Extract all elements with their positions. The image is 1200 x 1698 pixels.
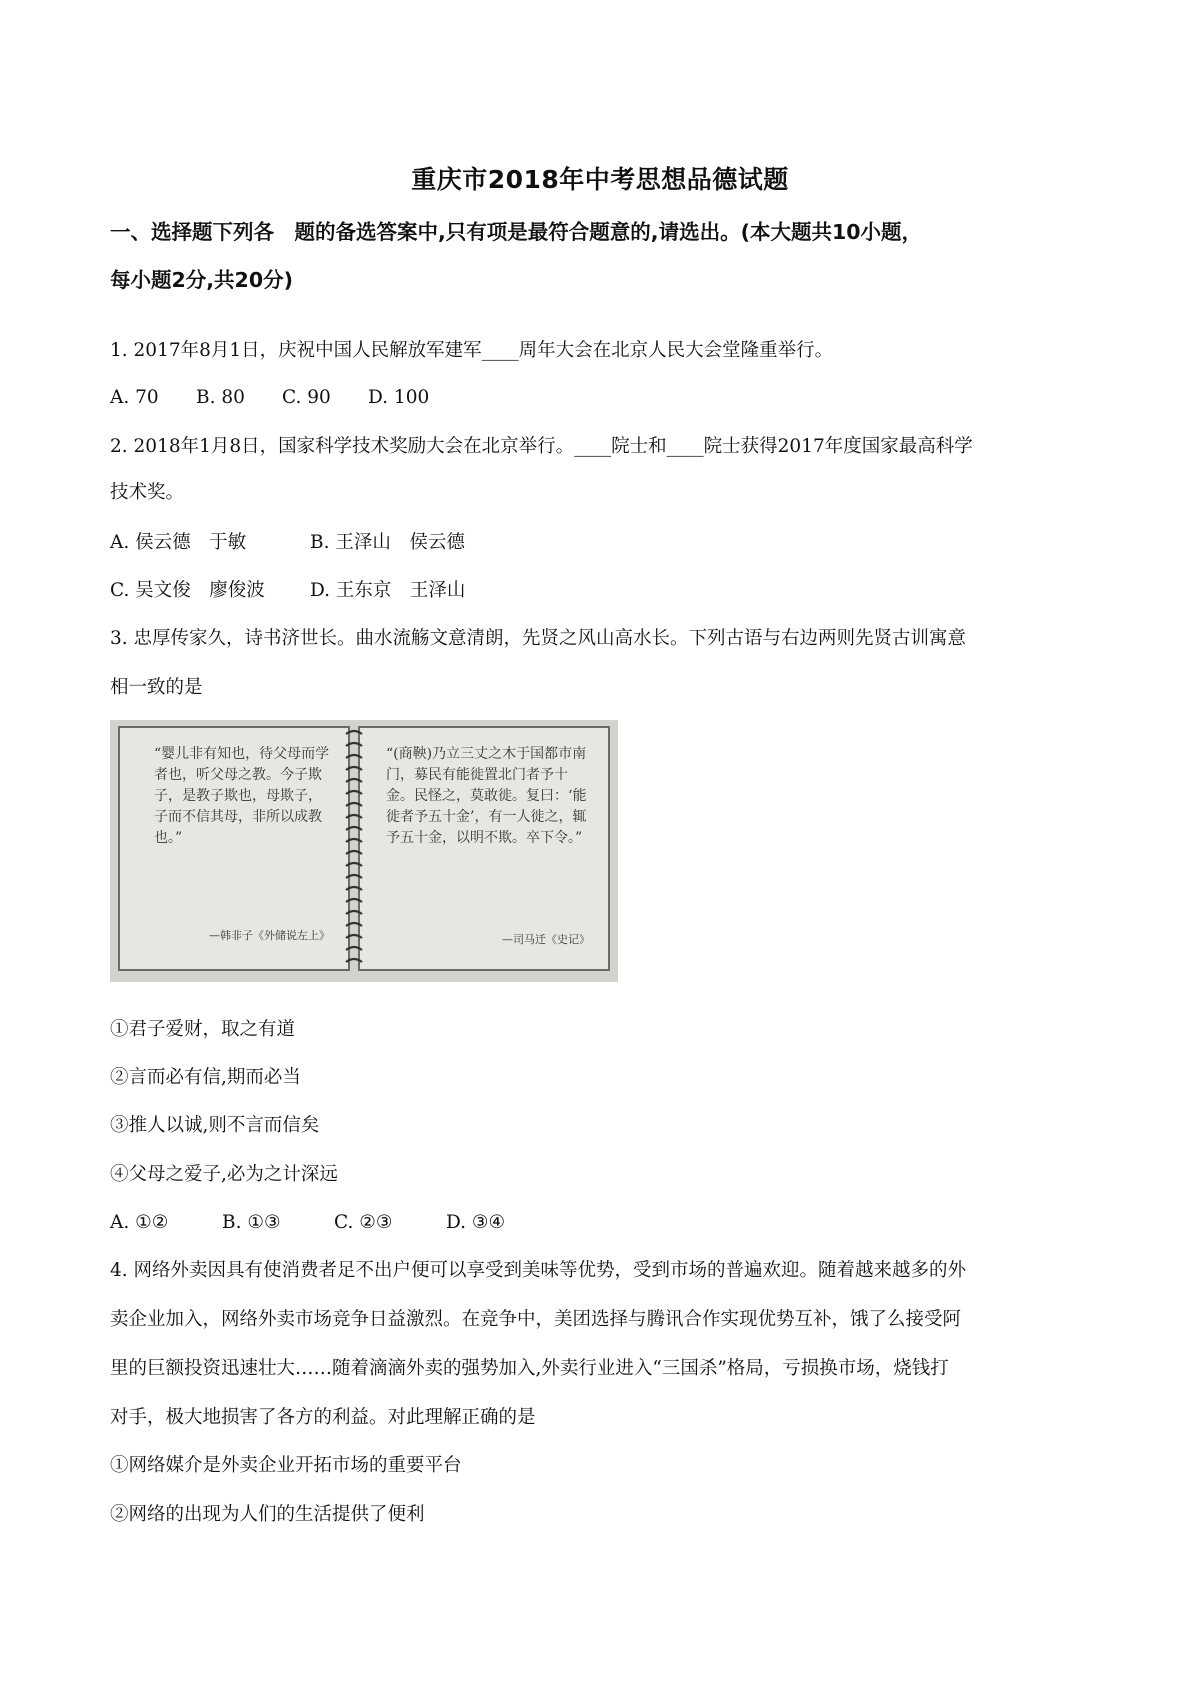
section-heading-line2: 每小题2分,共20分) [110, 268, 293, 292]
q2-options-row2 [110, 578, 465, 604]
notebook-spiral-binding [342, 722, 366, 982]
q2-stem-line2: 技术奖。 [110, 482, 185, 503]
q3-option-d[interactable]: D. ③④ [446, 1212, 506, 1233]
q3-stem-line1: 3. 忠厚传家久，诗书济世长。曲水流觞文意清朗，先贤之风山高水长。下列古语与右边两则先贤古训寓意 [110, 628, 967, 649]
q3-options [110, 1210, 505, 1236]
q2-option-c[interactable]: C. 吴文俊 廖俊波 [110, 580, 265, 601]
q3-item-1: ①君子爱财，取之有道 [110, 1019, 296, 1040]
section-heading-line1: 一、选择题下列各 题的备选答案中,只有项是最符合题意的,请选出。(本大题共10小题， [110, 220, 922, 244]
q2-options-row1 [110, 530, 465, 556]
q4-stem-line2: 卖企业加入，网络外卖市场竞争日益激烈。在竞争中，美团选择与腾讯合作实现优势互补，饿了么接受阿 [110, 1309, 962, 1330]
notebook-right-page [358, 726, 610, 971]
q2-option-d[interactable]: D. 王东京 王泽山 [310, 580, 466, 601]
q1-options [110, 385, 429, 411]
q2-stem-line1: 2. 2018年1月8日，国家科学技术奖励大会在北京举行。____院士和____院士获得2017年度国家最高科学 [110, 436, 973, 457]
q4-stem-line3: 里的巨额投资迅速壮大……随着滴滴外卖的强势加入,外卖行业进入“三国杀”格局，亏损换市场，烧钱打 [110, 1358, 949, 1379]
right-source: —司马迁《史记》 [502, 933, 590, 946]
section-heading [110, 208, 1100, 304]
q1-option-b[interactable]: B. 80 [196, 387, 245, 408]
q2-option-b[interactable]: B. 王泽山 侯云德 [310, 532, 465, 553]
q3-option-c[interactable]: C. ②③ [334, 1212, 393, 1233]
q1-option-a[interactable]: A. 70 [110, 387, 159, 408]
q4-stem-line1: 4. 网络外卖因具有使消费者足不出户便可以享受到美味等优势，受到市场的普遍欢迎。随着越来越多的外 [110, 1260, 967, 1281]
left-quote: “婴儿非有知也，待父母而学者也，听父母之教。今子欺子，是教子欺也，母欺子，子而不信其母，非所以成教也。” [154, 746, 330, 846]
q3-stem-line2: 相一致的是 [110, 677, 203, 698]
page-title: 重庆市2018年中考思想品德试题 [411, 165, 789, 194]
right-quote: “(商鞅)乃立三丈之木于国都市南门，募民有能徙置北门者予十金。民怪之，莫敢徙。复曰：‘能徙者予五十金’，有一人徙之，辄予五十金，以明不欺。卒下令。” [386, 746, 587, 846]
q1-option-d[interactable]: D. 100 [368, 387, 430, 408]
q4-stem-line4: 对手，极大地损害了各方的利益。对此理解正确的是 [110, 1407, 536, 1428]
q1-stem: 1. 2017年8月1日，庆祝中国人民解放军建军____周年大会在北京人民大会堂隆重举行。 [110, 340, 834, 361]
notebook-figure [110, 720, 618, 982]
q3-item-2: ②言而必有信,期而必当 [110, 1067, 301, 1088]
q3-option-a[interactable]: A. ①② [110, 1212, 169, 1233]
left-source: —韩非子《外储说左上》 [209, 929, 330, 942]
q3-item-4: ④父母之爱子,必为之计深远 [110, 1164, 338, 1185]
notebook-left-page [118, 726, 350, 971]
q3-item-3: ③推人以诚,则不言而信矣 [110, 1115, 320, 1136]
q3-option-b[interactable]: B. ①③ [222, 1212, 281, 1233]
q2-option-a[interactable]: A. 侯云德 于敏 [110, 532, 247, 553]
q1-option-c[interactable]: C. 90 [282, 387, 331, 408]
q4-item-1: ①网络媒介是外卖企业开拓市场的重要平台 [110, 1455, 462, 1476]
q4-item-2: ②网络的出现为人们的生活提供了便利 [110, 1504, 425, 1525]
